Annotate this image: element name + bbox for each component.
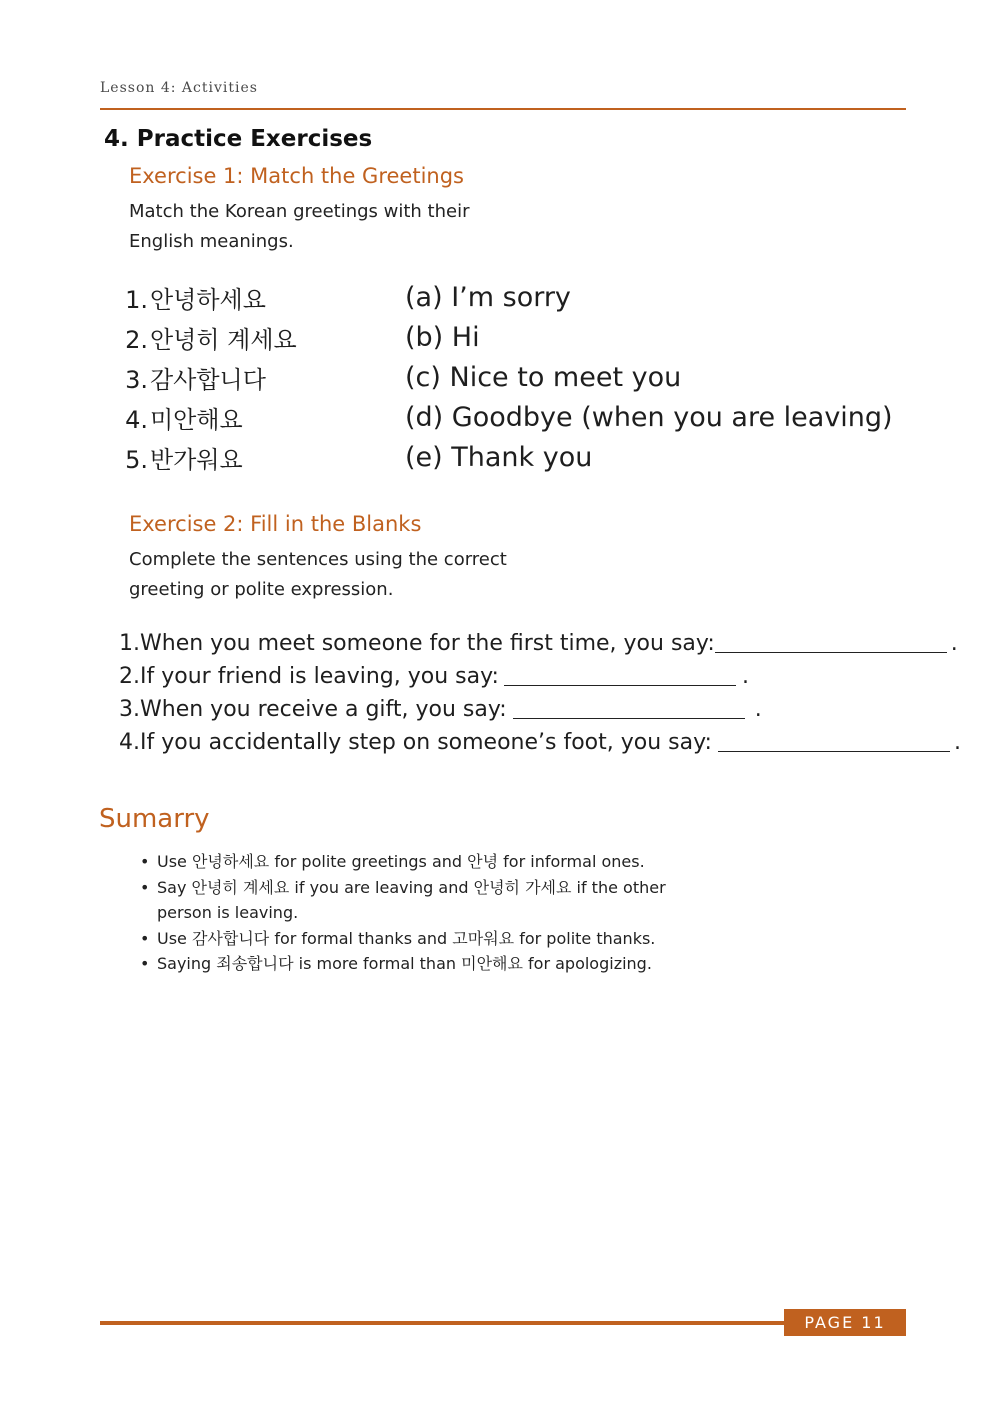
english-meaning-option: (d) Goodbye (when you are leaving) (405, 402, 893, 433)
fill-blank-item (116, 693, 961, 726)
sentence-end: . (754, 697, 762, 722)
exercise1-instructions-line2: English meanings. (129, 231, 294, 252)
korean-text: 안녕하세요 (150, 286, 266, 314)
summary-bullet-text: Saying 죄송합니다 is more formal than 미안해요 for apologizing. (157, 954, 652, 973)
english-meaning-option: (b) Hi (405, 322, 480, 353)
item-number: 3. (119, 697, 140, 722)
answer-blank[interactable] (513, 696, 745, 719)
answer-blank[interactable] (715, 630, 947, 653)
summary-bullet-text: Use 안녕하세요 for polite greetings and 안녕 for informal ones. (157, 852, 645, 871)
korean-greetings-list (124, 280, 297, 480)
fill-blank-item (116, 660, 961, 693)
fill-in-blanks-list (116, 627, 961, 759)
summary-bullet-list (140, 849, 700, 977)
fill-blank-item (116, 627, 961, 660)
bullet-icon: • (140, 954, 150, 973)
summary-bullet (140, 875, 700, 926)
item-number: 2. (119, 664, 140, 689)
item-number: 5. (125, 446, 148, 474)
page-number-badge: PAGE 11 (784, 1309, 906, 1336)
korean-text: 감사합니다 (150, 366, 266, 394)
header-divider (100, 108, 906, 110)
exercise2-instructions-line1: Complete the sentences using the correct (129, 549, 507, 570)
korean-greeting-item (124, 360, 297, 400)
sentence-end: . (950, 631, 958, 656)
summary-bullet (140, 926, 700, 952)
sentence-text: If you accidentally step on someone’s foot, you say: (140, 730, 712, 755)
sentence-text: When you meet someone for the first time, you say: (140, 631, 715, 656)
item-number: 4. (125, 406, 148, 434)
summary-bullet (140, 951, 700, 977)
english-meaning-option: (e) Thank you (405, 442, 593, 473)
sentence-text: If your friend is leaving, you say: (140, 664, 499, 689)
english-meanings-list (405, 278, 893, 478)
korean-text: 미안해요 (150, 406, 243, 434)
korean-greeting-item (124, 280, 297, 320)
english-meaning-option: (a) I’m sorry (405, 282, 571, 313)
sentence-end: . (953, 730, 961, 755)
sentence-end: . (741, 664, 749, 689)
summary-bullet (140, 849, 700, 875)
fill-blank-item (116, 726, 961, 759)
korean-text: 안녕히 계세요 (150, 326, 297, 354)
exercise2-instructions-line2: greeting or polite expression. (129, 579, 394, 600)
exercise1-title: Exercise 1: Match the Greetings (129, 164, 464, 188)
item-number: 2. (125, 326, 148, 354)
summary-title: Sumarry (99, 804, 210, 834)
lesson-header: Lesson 4: Activities (100, 80, 258, 96)
korean-text: 반가워요 (150, 446, 243, 474)
korean-greeting-item (124, 440, 297, 480)
exercise2-instructions (129, 545, 507, 605)
section-title: 4. Practice Exercises (104, 126, 373, 152)
korean-greeting-item (124, 400, 297, 440)
korean-greeting-item (124, 320, 297, 360)
exercise1-instructions (129, 197, 470, 257)
summary-bullet-text: Use 감사합니다 for formal thanks and 고마워요 for polite thanks. (157, 928, 656, 948)
answer-blank[interactable] (504, 663, 736, 686)
answer-blank[interactable] (718, 729, 950, 752)
english-meaning-option: (c) Nice to meet you (405, 362, 682, 393)
item-number: 4. (119, 730, 140, 755)
exercise2-title: Exercise 2: Fill in the Blanks (129, 512, 422, 536)
exercise1-instructions-line1: Match the Korean greetings with their (129, 201, 470, 222)
bullet-icon: • (140, 877, 150, 897)
item-number: 1. (125, 286, 148, 314)
bullet-icon: • (140, 928, 150, 948)
footer-divider (100, 1321, 790, 1325)
item-number: 3. (125, 366, 148, 394)
bullet-icon: • (140, 852, 150, 871)
item-number: 1. (119, 631, 140, 656)
sentence-text: When you receive a gift, you say: (140, 697, 507, 722)
summary-bullet-text: Say 안녕히 계세요 if you are leaving and 안녕히 가세요 if the other person is leaving. (157, 877, 666, 922)
